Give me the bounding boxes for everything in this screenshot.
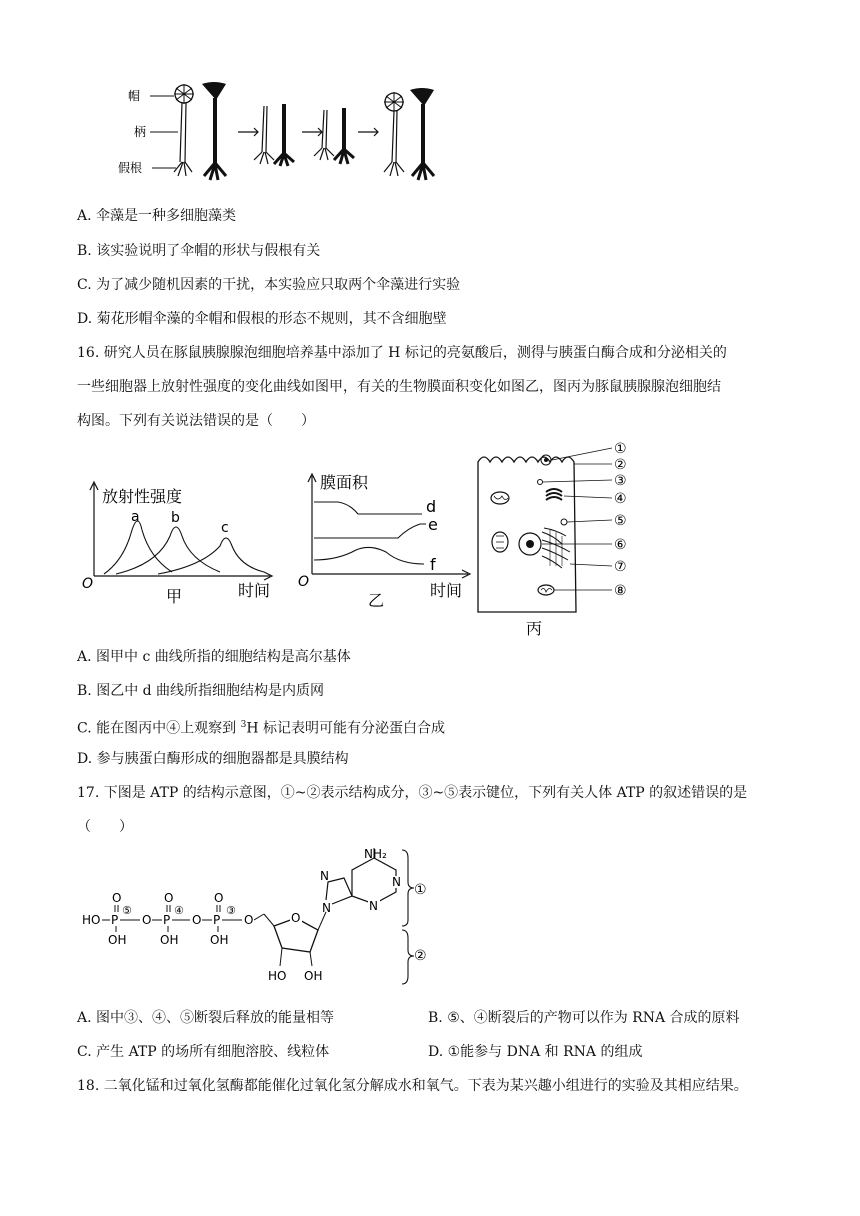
atp-n1: N xyxy=(392,875,401,889)
atp-adenine xyxy=(320,847,402,915)
label-stalk: 柄 xyxy=(134,125,147,139)
chart-jia xyxy=(80,468,280,608)
q16-stem-line-1: 16. 研究人员在豚鼠胰腺腺泡细胞培养基中添加了 H 标记的亮氨酸后，测得与胰蛋白酶合成和分泌相关的 xyxy=(77,345,727,361)
yi-ylabel: 膜面积 xyxy=(320,473,369,492)
atp-ribose xyxy=(268,911,326,983)
q16-option-c-sup: 3 xyxy=(240,720,247,730)
yi-curve-d xyxy=(314,502,422,514)
cell-figure-bing xyxy=(470,440,640,640)
cell-num-5: ⑤ xyxy=(614,513,627,529)
q17-option-a: A. 图中③、④、⑤断裂后释放的能量相等 xyxy=(77,1010,335,1026)
q17-stem-line-1: 17. 下图是 ATP 的结构示意图，①~②表示结构成分，③~⑤表示键位，下列有关人体 ATP 的叙述错误的是 xyxy=(77,785,748,801)
regrown-pair xyxy=(384,88,434,180)
jia-label-b: b xyxy=(171,510,180,526)
q16-option-d: D. 参与胰蛋白酶形成的细胞器都是具膜结构 xyxy=(77,751,349,767)
q16-option-c xyxy=(77,715,445,739)
jia-xlabel: 时间 xyxy=(238,581,271,600)
atp-o-link-3: O xyxy=(244,913,254,927)
brace-1 xyxy=(402,850,414,926)
atp-o-top-1: O xyxy=(112,891,122,905)
atp-oh-1: OH xyxy=(108,933,127,947)
atp-bond-3: ③ xyxy=(226,904,236,917)
atp-o-link-2: O xyxy=(192,913,202,927)
atp-oh-3: OH xyxy=(210,933,229,947)
atp-nh2: NH₂ xyxy=(364,847,387,861)
jia-curve-b xyxy=(116,527,220,574)
atp-part-2: ② xyxy=(414,948,427,964)
atp-bond-4: ④ xyxy=(174,904,184,917)
jia-label-a: a xyxy=(131,509,140,525)
brace-2 xyxy=(402,930,414,984)
jia-curve-c xyxy=(158,538,264,574)
grafted-pair-1 xyxy=(254,104,294,166)
jia-ylabel: 放射性强度 xyxy=(102,487,183,506)
atp-n3: N xyxy=(369,899,378,913)
q15-option-b: B. 该实验说明了伞帽的形状与假根有关 xyxy=(77,243,321,259)
cell-num-2: ② xyxy=(614,457,627,473)
q16-stem-line-2: 一些细胞器上放射性强度的变化曲线如图甲，有关的生物膜面积变化如图乙，图丙为豚鼠胰腺腺泡细胞结 xyxy=(77,379,721,395)
alga-umbrella-cap xyxy=(202,82,226,180)
yi-xlabel: 时间 xyxy=(430,581,463,600)
q15-option-c: C. 为了减少随机因素的干扰，本实验应只取两个伞藻进行实验 xyxy=(77,277,461,293)
cell-num-3: ③ xyxy=(614,473,627,489)
atp-p-3: P xyxy=(213,913,221,927)
acetabularia-figure xyxy=(118,76,448,188)
grafted-pair-2 xyxy=(314,108,354,164)
atp-part-1: ① xyxy=(414,882,427,898)
yi-label-e: e xyxy=(428,515,438,534)
alga-flower-cap xyxy=(174,84,194,176)
atp-p-1: P xyxy=(111,913,119,927)
yi-curve-f xyxy=(314,547,424,564)
atp-oh-2: OH xyxy=(160,933,179,947)
atp-structure-figure xyxy=(82,846,432,992)
q18-stem: 18. 二氧化锰和过氧化氢酶都能催化过氧化氢分解成水和氧气。下表为某兴趣小组进行的实验及其相应结果。 xyxy=(77,1078,748,1094)
yi-label-f: f xyxy=(430,555,436,574)
q15-option-a: A. 伞藻是一种多细胞藻类 xyxy=(77,208,237,224)
atp-o-top-3: O xyxy=(214,891,224,905)
q17-stem-line-2: （ ） xyxy=(77,819,133,835)
cell-num-6: ⑥ xyxy=(614,537,627,553)
q16-stem-line-3: 构图。下列有关说法错误的是（ ） xyxy=(77,413,315,429)
cell-membrane xyxy=(478,457,576,612)
yi-label-d: d xyxy=(426,497,437,516)
atp-bond-5: ⑤ xyxy=(122,904,132,917)
chart-yi xyxy=(290,468,475,608)
atp-p-2: P xyxy=(163,913,171,927)
cell-num-8: ⑧ xyxy=(614,583,627,599)
jia-label-c: c xyxy=(221,520,229,536)
atp-o-top-2: O xyxy=(164,891,174,905)
atp-o-link-1: O xyxy=(142,913,152,927)
yi-caption: 乙 xyxy=(368,591,385,608)
atp-sugar-oh: OH xyxy=(304,969,323,983)
q16-option-c-pre: C. 能在图丙中④上观察到 xyxy=(77,720,241,737)
q17-option-d: D. ①能参与 DNA 和 RNA 的组成 xyxy=(428,1044,643,1060)
yi-curve-e xyxy=(314,524,426,538)
q15-option-d: D. 菊花形帽伞藻的伞帽和假根的形态不规则，其不含细胞壁 xyxy=(77,311,447,327)
cell-caption: 丙 xyxy=(526,619,543,638)
jia-caption: 甲 xyxy=(166,587,183,606)
cell-num-4: ④ xyxy=(614,491,627,507)
q16-option-a: A. 图甲中 c 曲线所指的细胞结构是高尔基体 xyxy=(77,649,351,665)
atp-n9: N xyxy=(322,901,331,915)
yi-origin: O xyxy=(298,574,310,590)
q17-option-b: B. ⑤、④断裂后的产物可以作为 RNA 合成的原料 xyxy=(428,1010,740,1026)
label-rhizoid: 假根 xyxy=(118,161,143,175)
label-cap: 帽 xyxy=(128,89,141,103)
atp-n7: N xyxy=(320,869,329,883)
q17-option-c: C. 产生 ATP 的场所有细胞溶胶、线粒体 xyxy=(77,1044,330,1060)
atp-ring-o: O xyxy=(291,911,301,925)
jia-origin: O xyxy=(82,576,94,592)
atp-ho-left: HO xyxy=(82,913,101,927)
atp-sugar-ho: HO xyxy=(268,969,287,983)
q16-option-b: B. 图乙中 d 曲线所指细胞结构是内质网 xyxy=(77,683,325,699)
q16-option-c-post: H 标记表明可能有分泌蛋白合成 xyxy=(246,720,445,737)
cell-num-1: ① xyxy=(614,441,627,457)
cell-num-7: ⑦ xyxy=(614,559,627,575)
